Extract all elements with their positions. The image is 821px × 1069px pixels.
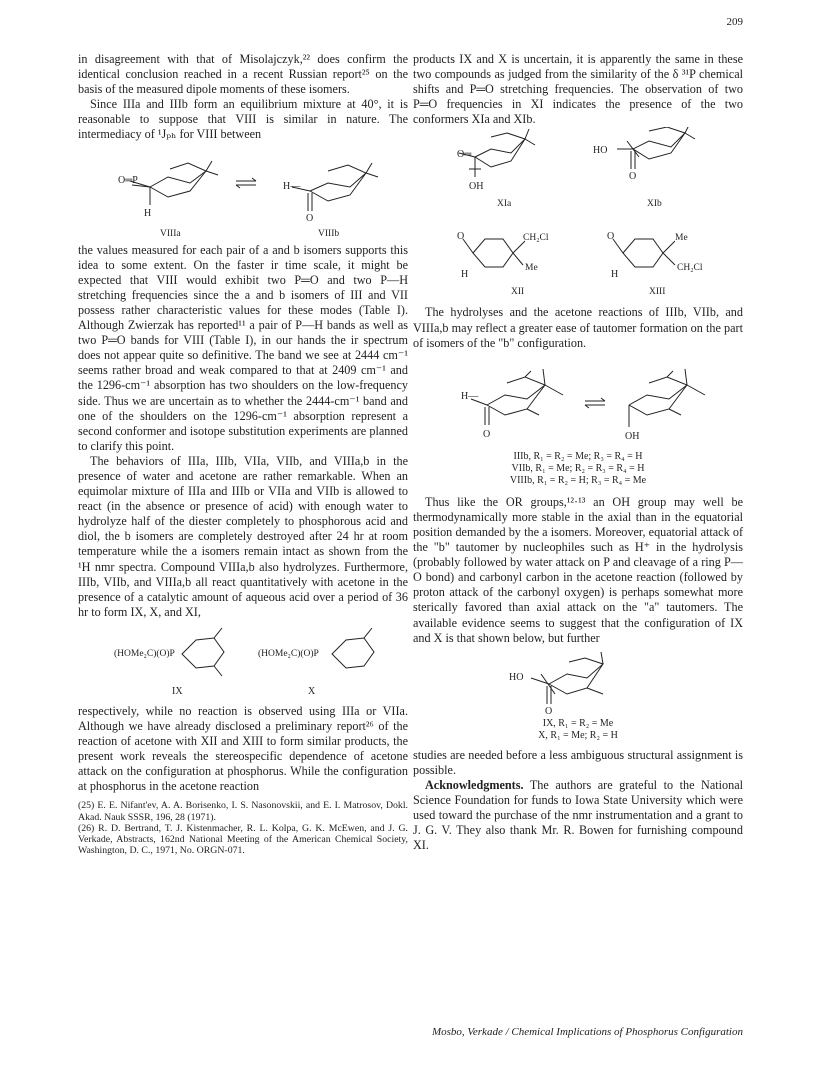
structure-viii-figure: O═P H H— O VIIIa VIIIb xyxy=(78,143,408,243)
ix-caption: IX, R₁ = R₂ = Me xyxy=(542,717,614,729)
paragraph: the values measured for each pair of a and b isomers supports this idea to some extent. On the faster ir time scale, it might be expected that VIII would exhibit two P═O and two P—H stretching frequencies since the a and b isomers of III and VII possess rather characteristic values for these modes (Table I). Although Zwierzak has reported¹¹ a pair of P—H bands as well as two P═O bands for VIII (Table I), in our hands the ir spectrum does not appear quite so definitive. The band we see at 2444 cm⁻¹ seems rather broad and weak compared to that at 2409 cm⁻¹ and the 1296-cm⁻¹ absorption has two shoulders on the low-frequency side. Thus we are uncertain as to whether the 2444-cm⁻¹ band and one of the shoulders on the 1296-cm⁻¹ absorption represent a second conformer and isotope substitution experiments are planned to clarify this point. xyxy=(78,242,408,453)
label-x: X xyxy=(308,685,316,697)
paragraph: Since IIIa and IIIb form an equilibrium mixture at 40°, it is reasonable to suppose that VIII is similar in nature. The intermediacy of ¹Jₚₕ for VIII between xyxy=(78,97,408,142)
formula-x: (HOMe₂C)(O)P xyxy=(258,648,319,659)
paragraph: products IX and X is uncertain, it is apparently the same in these two compounds as judged from the similarity of the δ ³¹P chemical shifts and P═O stretching frequencies. The observation of two P═O frequencies in XI indicates the presence of the two conformers XIa and XIb. xyxy=(413,52,743,127)
paragraph: studies are needed before a less ambiguous structural assignment is possible. xyxy=(413,747,743,777)
label-viiia: VIIIa xyxy=(160,228,181,239)
label-xii: XII xyxy=(511,287,525,298)
xii-me: Me xyxy=(525,263,538,274)
footnote-26: (26) R. D. Bertrand, T. J. Kistenmacher, R. L. Kolpa, G. K. McEwen, and J. G. Verkade, Abstracts, 162nd National Meeting of the American Chemical Society, Washington, D. C., 1971, No. ORGN-071. xyxy=(78,822,408,857)
label-ix: IX xyxy=(172,685,183,697)
tautomer-caption-1: IIIb, R₁ = R₂ = Me; R₃ = R₄ = H xyxy=(513,450,643,462)
xiii-me: Me xyxy=(675,233,688,244)
structure-ix-x-config-figure: HO O IX, R₁ = R₂ = Me X, R₁ = Me; R₂ = H xyxy=(413,646,743,748)
acknowledgments xyxy=(413,778,743,853)
paragraph: respectively, while no reaction is observed using IIIa or VIIa. Although we have already disclosed a preliminary report²⁶ of the reaction of acetone with XII and XIII to form similar products, the present work reveals the stereospecific dependence of acetone attack on the configuration at phosphorus. While the configuration at phosphorus in the acetone reaction xyxy=(78,703,408,794)
ack-title: Acknowledgments. xyxy=(425,777,524,792)
structure-ix-x-figure xyxy=(78,620,408,704)
right-column xyxy=(413,52,743,853)
structure-xi-figure: O═ OH HO O XIa XIb xyxy=(413,127,743,219)
running-footer: Mosbo, Verkade / Chemical Implications of Phosphorus Configuration xyxy=(431,1026,743,1038)
footnotes xyxy=(78,800,408,856)
viii-equilibrium-diagram xyxy=(78,143,408,243)
xia-oh: OH xyxy=(469,181,484,193)
ack-body: The authors are grateful to the National Science Foundation for funds to Iowa State University which were used toward the purchase of the nmr instrumentation and a grant to J. G. V. They also thank Mr. R. Bowen for furnishing compound XI. xyxy=(413,777,743,853)
label-xia: XIa xyxy=(497,199,512,210)
page-number: 209 xyxy=(726,16,743,28)
paragraph: in disagreement with that of Misolajczyk,²² does confirm the identical conclusion reached in a recent Russian report²⁵ on the basis of the measured dipole moments of these isomers. xyxy=(78,52,408,97)
xiii-ch2cl: CH₂Cl xyxy=(677,263,703,274)
paragraph: The hydrolyses and the acetone reactions of IIIb, VIIb, and VIIIa,b may reflect a greater ease of tautomer formation on the part of isomers of the "b" configuration. xyxy=(413,305,743,350)
x-caption: X, R₁ = Me; R₂ = H xyxy=(538,729,618,741)
ix-x-configuration xyxy=(413,650,743,722)
formula-ix: (HOMe₂C)(O)P xyxy=(114,648,175,659)
tautomer-figure: H— O OH IIIb, R₁ = R₂ = Me; R₃ = R₄ = H VIIb, R₁ = Me; R₂ = R₃ = R₄ = H VIIIb, R₁ = R₂ = H; R₃ = R₄ = Me xyxy=(413,351,743,491)
left-column xyxy=(78,52,408,856)
xib-ho: HO xyxy=(593,145,608,157)
label-xib: XIb xyxy=(647,199,662,210)
structure-xii-xiii-figure: O H CH₂Cl Me O H Me CH₂Cl XII XIII xyxy=(413,219,743,305)
xii-ch2cl: CH₂Cl xyxy=(523,233,549,244)
xi-conformers xyxy=(413,127,743,219)
tautomer-equilibrium xyxy=(413,355,743,455)
paragraph: Thus like the OR groups,¹²·¹³ an OH group may well be thermodynamically more stable in the axial than in the equatorial position demanded by the a isomers. Moreover, equatorial attack of the "b" tautomer by nucleophiles such as H⁺ in the hydrolysis (probably followed by water attack on P and cleavage of a ring P—O bond) and carbonyl carbon in the acetone reaction (followed by proton attack of the carbonyl oxygen) is perhaps somewhat more sterically favored than axial attack on the "a" tautomers. The available evidence seems to suggest that the configuration of IX and X is that shown below, but further xyxy=(413,494,743,645)
paragraph: The behaviors of IIIa, IIIb, VIIa, VIIb, and VIIIa,b in the presence of water and acetone are rather remarkable. When an equimolar mixture of IIIa and IIIb or VIIa and VIIb is allowed to react (in the absence or presence of acid) with enough water to hydrolyze half of the diester completely to phosphorous acid and diol, the b isomers are completely destroyed after 24 hr at room temperature while the a isomers remain intact as shown from the ¹H nmr spectra. Compound VIIIa,b also hydrolyzes. Furthermore, IIIb, VIIb, and VIIIa,b all react quantitatively with acetone in the presence of a catalytic amount of aqueous acid over a period of 36 hr to form IX, X, and XI, xyxy=(78,453,408,619)
label-viiib: VIIIb xyxy=(318,228,340,239)
tautomer-caption-2: VIIb, R₁ = Me; R₂ = R₃ = R₄ = H xyxy=(511,462,645,474)
footnote-25: (25) E. E. Nifant'ev, A. A. Borisenko, I. S. Nasonovskii, and E. I. Matrosov, Dokl. Akad. Nauk SSSR, 196, 28 (1971). xyxy=(78,800,408,823)
tautomer-caption-3: VIIIb, R₁ = R₂ = H; R₃ = R₄ = Me xyxy=(509,474,647,486)
label-xiii: XIII xyxy=(649,287,666,298)
